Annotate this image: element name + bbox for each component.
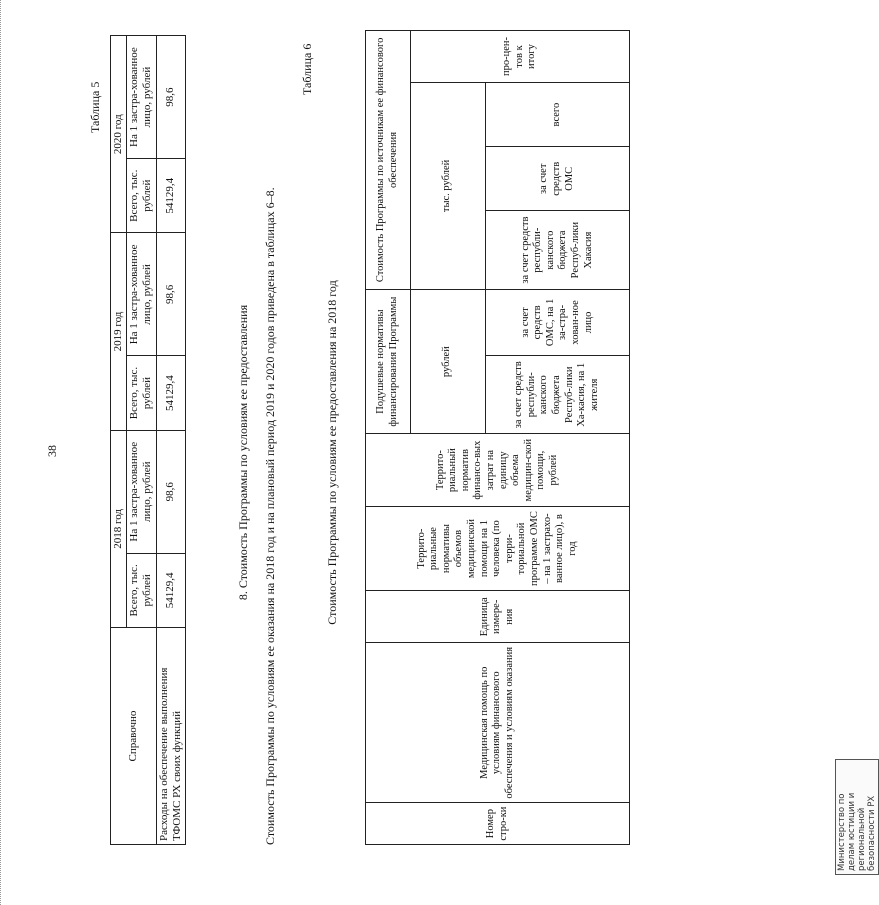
t5-sub-per-person: На 1 застра-хованное лицо, рублей [127,233,156,356]
table6 [365,30,630,845]
section8-heading: 8. Стоимость Программы по условиям ее предоставления [236,304,250,601]
t5-sub-per-person: На 1 застра-хованное лицо, рублей [127,36,156,159]
t6-header-rubles: рублей [410,289,485,434]
t5-cell: 98,6 [156,430,185,553]
t5-year-2018: 2018 год [111,430,127,627]
table5 [110,35,186,845]
section8-paragraph: Стоимость Программы по условиям ее оказания на 2018 год и на плановый период 2019 и 2020 годов приведена в таблицах 6–8. [263,187,277,845]
t6-header-cost-by-source: Стоимость Программы по источникам ее финансового обеспечения [366,31,411,290]
table6-label: Таблица 6 [300,43,314,95]
t5-cell: 98,6 [156,233,185,356]
t6-header-oms-per-insured: за счет средств ОМС, на 1 за-стра-хован-ное лицо [485,289,629,355]
t5-cell: 54129,4 [156,553,185,627]
t5-year-2019: 2019 год [111,233,127,430]
t6-header-row-number: Номер стро-ки [366,803,630,845]
t6-header-budget-per-resident: за счет средств республи-канского бюджета Респуб-лики Ха-касия, на 1 жителя [485,356,629,434]
t6-header-medical-help: Медицинская помощь по условиям финансового обеспечения и условиям оказания [366,643,630,803]
registration-stamp: Министерство по делам юстиции и региональной безопасности РХ [835,759,879,875]
t6-header-oms-funds: за счет средств ОМС [485,147,629,211]
t5-sub-per-person: На 1 застра-хованное лицо, рублей [127,430,156,553]
t6-header-unit: Единица измере-ния [366,591,630,643]
t5-row-label: Расходы на обеспечение выполнения ТФОМС РХ своих функций [156,628,185,845]
t5-cell: 54129,4 [156,356,185,430]
t5-sub-total: Всего, тыс. рублей [127,159,156,233]
t6-header-thousand-rubles: тыс. рублей [410,83,485,290]
t6-header-territorial-cost: Террито-риальный норматив финансо-вых затрат на единицу объема медицин-ской помощи, рублей [366,434,630,506]
table6-caption: Стоимость Программы по условиям ее предоставления на 2018 год [325,280,339,625]
t5-year-2020: 2020 год [111,36,127,233]
t6-header-total: всего [485,83,629,147]
table5-label: Таблица 5 [88,81,102,133]
t6-header-per-capita: Подушевые нормативы финансирования Программы [366,289,411,434]
t6-header-territorial-volume: Террито-риальные нормативы объемов медицинской помощи на 1 человека (по терри-ториальной программе ОМС – на 1 застрахо-ванное лицо), в год [366,506,630,591]
t5-sub-total: Всего, тыс. рублей [127,553,156,627]
t5-cell: 98,6 [156,36,185,159]
t5-sub-total: Всего, тыс. рублей [127,356,156,430]
t6-header-percent-total: про-цен-тов к итогу [410,31,629,83]
t5-header-reference: Справочно [111,628,157,845]
t5-cell: 54129,4 [156,159,185,233]
page-number: 38 [45,445,59,457]
t6-header-budget-funds: за счет средств республи-канского бюджета Респуб-лики Хакасия [485,211,629,289]
